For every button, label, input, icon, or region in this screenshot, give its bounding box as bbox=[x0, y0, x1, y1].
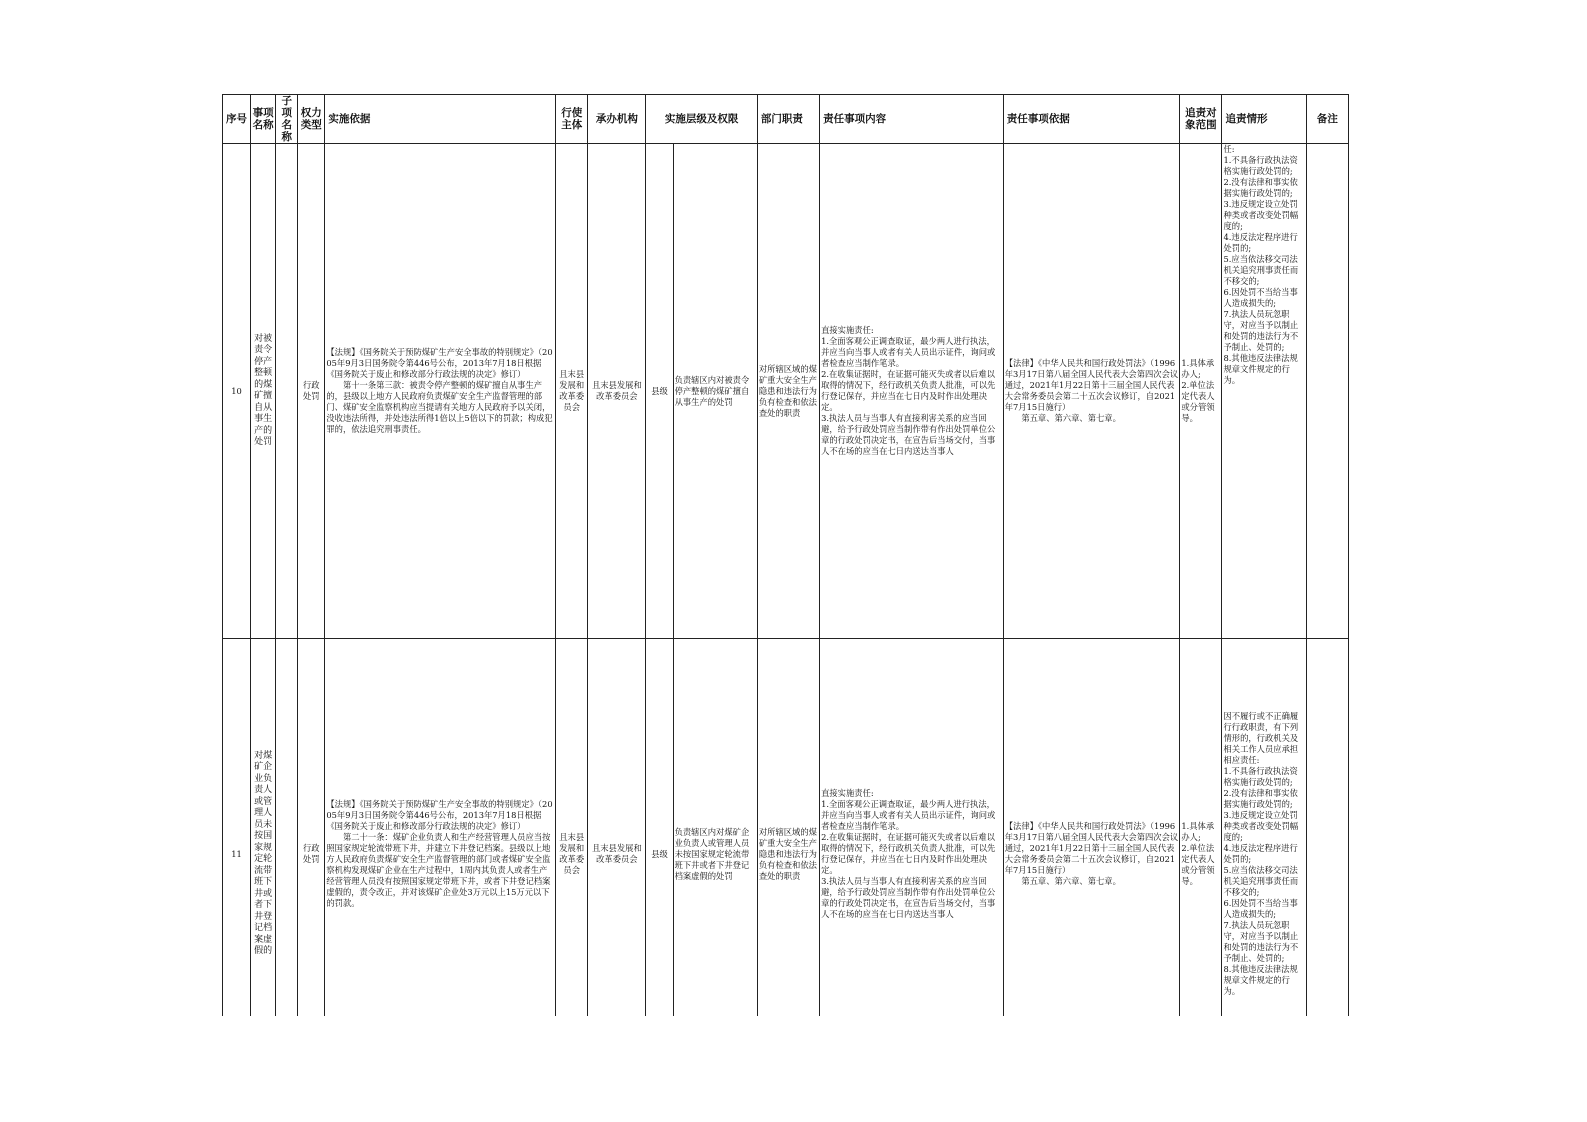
cell-resp: 直接实施责任: 1.全面客观公正调查取证，最少两人进行执法，并应当向当事人或者有关人员出示证件，询问或者检查应当制作笔录。 2.在收集证据时，在证据可能灭失或者以后难以取得的情况下，经行政机关负责人批准，可以先行登记保存，并应当在七日内及时作出处理决定。 3.执法人员与当事人有直接利害关系的应当回避，给予行政处罚应当制作带有作出处罚单位公章的行政处罚决定书，在宣告后当场交付，当事人不在场的应当在七日内送达当事人 bbox=[820, 144, 1004, 639]
cell-duty: 对所辖区域的煤矿重大安全生产隐患和违法行为负有检查和依法查处的职责 bbox=[757, 639, 819, 1017]
power-list-table bbox=[222, 94, 1349, 1016]
header-basis: 实施依据 bbox=[325, 95, 556, 144]
cell-situation: 任: 1.不具备行政执法资格实施行政处罚的; 2.没有法律和事实依据实施行政处罚的; 3.违反规定设立处罚种类或者改变处罚幅度的; 4.违反法定程序进行处罚的; 5.应当依法移交司法机关追究刑事责任而不移交的; 6.因处罚不当给当事人造成损失的; 7.执法人员玩忽职守，对应当予以制止和处罚的违法行为不予制止、处罚的; 8.其他违反法律法规规章文件规定的行为。 bbox=[1222, 144, 1306, 639]
cell-power: 行政处罚 bbox=[298, 639, 325, 1017]
cell-basis: 【法规】《国务院关于预防煤矿生产安全事故的特别规定》（2005年9月3日国务院令第446号公布，2013年7月18日根据《国务院关于废止和修改部分行政法规的决定》修订） 第二十一条：煤矿企业负责人和生产经营管理人员应当按照国家规定轮流带班下井，并建立下井登记档案。县级以上地方人民政府负责煤矿安全生产监督管理的部门或者煤矿安全监察机构发现煤矿企业在生产过程中，1周内其负责人或者生产经营管理人员没有按照国家规定带班下井，或者下井登记档案虚假的，责令改正，并对该煤矿企业处3万元以上15万元以下的罚款。 bbox=[325, 639, 556, 1017]
cell-sub bbox=[276, 144, 298, 639]
cell-power: 行政处罚 bbox=[298, 144, 325, 639]
cell-seq: 11 bbox=[223, 639, 251, 1017]
header-item: 事项名称 bbox=[251, 95, 276, 144]
cell-situation: 因不履行或不正确履行行政职责，有下列情形的，行政机关及相关工作人员应承担相应责任: 1.不具备行政执法资格实施行政处罚的; 2.没有法律和事实依据实施行政处罚的; 3.违反规定设立处罚种类或者改变处罚幅度的; 4.违反法定程序进行处罚的; 5.应当依法移交司法机关追究刑事责任而不移交的; 6.因处罚不当给当事人造成损失的; 7.执法人员玩忽职守，对应当予以制止和处罚的违法行为不予制止、处罚的; 8.其他违反法律法规规章文件规定的行为。 bbox=[1222, 639, 1306, 1017]
header-sub: 子项名称 bbox=[276, 95, 298, 144]
cell-basis: 【法规】《国务院关于预防煤矿生产安全事故的特别规定》（2005年9月3日国务院令第446号公布，2013年7月18日根据《国务院关于废止和修改部分行政法规的决定》修订） 第十一条第三款：被责令停产整顿的煤矿擅自从事生产的，县级以上地方人民政府负责煤矿安全生产监督管理的部门、煤矿安全监察机构应当提请有关地方人民政府予以关闭，没收违法所得，并处违法所得1倍以上5倍以下的罚款；构成犯罪的，依法追究刑事责任。 bbox=[325, 144, 556, 639]
header-note: 备注 bbox=[1306, 95, 1348, 144]
cell-note bbox=[1306, 639, 1348, 1017]
cell-subject: 且末县发展和改革委员会 bbox=[556, 144, 588, 639]
header-situation: 追责情形 bbox=[1222, 95, 1306, 144]
cell-org: 且末县发展和改革委员会 bbox=[588, 639, 646, 1017]
cell-resp-basis: 【法律】《中华人民共和国行政处罚法》（1996年3月17日第八届全国人民代表大会第四次会议通过，2021年1月22日第十三届全国人民代表大会常务委员会第二十五次会议修订，自2021年7月15日施行） 第五章、第六章、第七章。 bbox=[1003, 144, 1180, 639]
header-level: 实施层级及权限 bbox=[646, 95, 757, 144]
header-resp-basis: 责任事项依据 bbox=[1003, 95, 1180, 144]
cell-scope: 1.具体承办人; 2.单位法定代表人或分管领导。 bbox=[1180, 144, 1222, 639]
cell-scope: 1.具体承办人; 2.单位法定代表人或分管领导。 bbox=[1180, 639, 1222, 1017]
power-list-table-sheet bbox=[222, 94, 1349, 1016]
cell-level: 县级 bbox=[646, 144, 673, 639]
cell-note bbox=[1306, 144, 1348, 639]
cell-org: 且末县发展和改革委员会 bbox=[588, 144, 646, 639]
cell-level: 县级 bbox=[646, 639, 673, 1017]
header-power: 权力类型 bbox=[298, 95, 325, 144]
header-subject: 行使主体 bbox=[556, 95, 588, 144]
cell-sub bbox=[276, 639, 298, 1017]
cell-item: 对煤矿企业负责人或管理人员未按国家规定轮流带班下井或者下井登记档案虚假的 bbox=[251, 639, 276, 1017]
header-row bbox=[223, 95, 1349, 144]
header-scope: 追责对象范围 bbox=[1180, 95, 1222, 144]
cell-resp-basis: 【法律】《中华人民共和国行政处罚法》（1996年3月17日第八届全国人民代表大会第四次会议通过，2021年1月22日第十三届全国人民代表大会常务委员会第二十五次会议修订，自2021年7月15日施行） 第五章、第六章、第七章。 bbox=[1003, 639, 1180, 1017]
table-row bbox=[223, 144, 1349, 639]
header-duty: 部门职责 bbox=[757, 95, 819, 144]
cell-item: 对被责令停产整顿的煤矿擅自从事生产的处罚 bbox=[251, 144, 276, 639]
header-org: 承办机构 bbox=[588, 95, 646, 144]
header-resp: 责任事项内容 bbox=[820, 95, 1004, 144]
cell-subject: 且末县发展和改革委员会 bbox=[556, 639, 588, 1017]
cell-level-desc: 负责辖区内对被责令停产整顿的煤矿擅自从事生产的处罚 bbox=[673, 144, 757, 639]
table-row bbox=[223, 639, 1349, 1017]
cell-resp: 直接实施责任: 1.全面客观公正调查取证，最少两人进行执法，并应当向当事人或者有关人员出示证件，询问或者检查应当制作笔录。 2.在收集证据时，在证据可能灭失或者以后难以取得的情况下，经行政机关负责人批准，可以先行登记保存，并应当在七日内及时作出处理决定。 3.执法人员与当事人有直接利害关系的应当回避，给予行政处罚应当制作带有作出处罚单位公章的行政处罚决定书，在宣告后当场交付，当事人不在场的应当在七日内送达当事人 bbox=[820, 639, 1004, 1017]
header-seq: 序号 bbox=[223, 95, 251, 144]
cell-level-desc: 负责辖区内对煤矿企业负责人或管理人员未按国家规定轮流带班下井或者下井登记档案虚假的处罚 bbox=[673, 639, 757, 1017]
cell-duty: 对所辖区域的煤矿重大安全生产隐患和违法行为负有检查和依法查处的职责 bbox=[757, 144, 819, 639]
cell-seq: 10 bbox=[223, 144, 251, 639]
